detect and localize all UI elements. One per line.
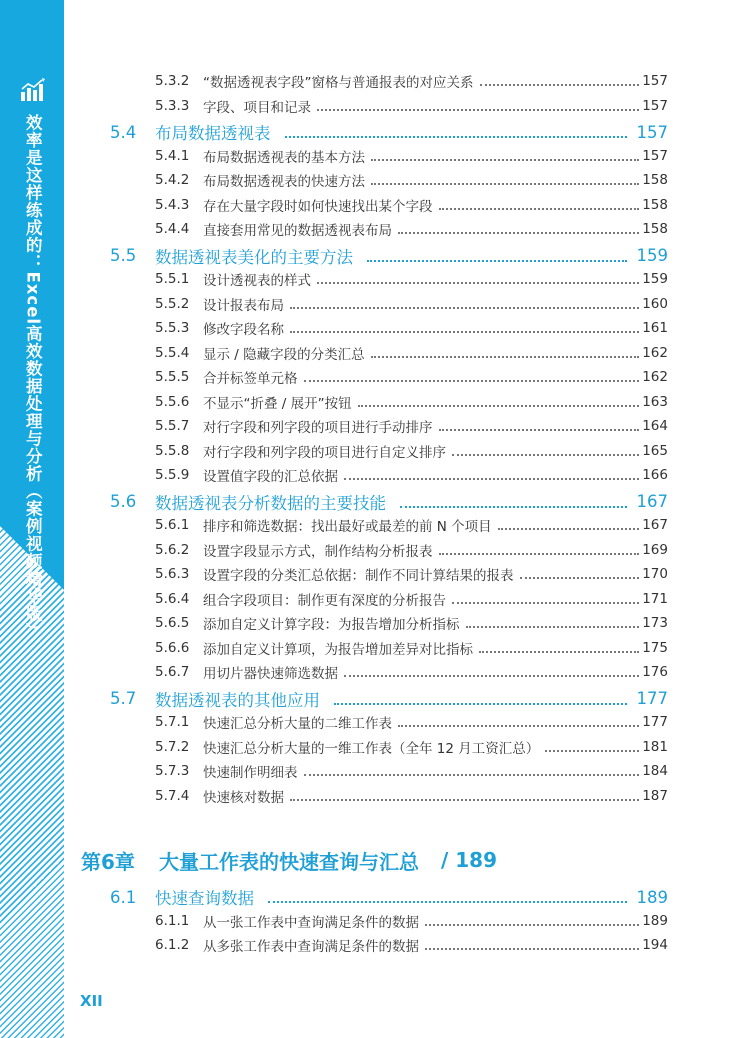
entry-title: 快速汇总分析大量的二维工作表 xyxy=(203,716,392,732)
entry-number: 5.4.1 xyxy=(155,147,190,164)
toc-subsection-entry[interactable] xyxy=(155,218,668,240)
entry-page-number: 157 xyxy=(642,73,668,89)
entry-number: 5.6.7 xyxy=(155,664,190,680)
entry-number: 6.1.2 xyxy=(155,937,190,953)
entry-title: 存在大量字段时如何快速找出某个字段 xyxy=(203,198,433,215)
toc-subsection-entry[interactable] xyxy=(155,342,668,364)
dot-leader xyxy=(425,924,639,926)
entry-title: 从多张工作表中查询满足条件的数据 xyxy=(203,939,419,955)
dot-leader xyxy=(425,948,639,950)
entry-page-number: 158 xyxy=(642,172,668,188)
dot-leader xyxy=(371,159,639,161)
entry-number: 5.3.2 xyxy=(155,73,190,89)
dot-leader xyxy=(466,626,640,628)
dot-leader xyxy=(285,136,627,138)
entry-number: 5.5.7 xyxy=(155,418,190,434)
entry-number: 5.6.2 xyxy=(155,541,190,558)
dot-leader xyxy=(334,703,627,705)
entry-title: 直接套用常见的数据透视表布局 xyxy=(203,223,392,239)
entry-page-number: 162 xyxy=(642,369,668,385)
entry-title: 显示 / 隐藏字段的分类汇总 xyxy=(203,346,365,363)
dot-leader xyxy=(545,750,639,752)
toc-subsection-entry[interactable] xyxy=(155,588,668,610)
entry-title: 数据透视表美化的主要方法 xyxy=(155,247,353,267)
entry-number: 5.7 xyxy=(110,689,137,708)
toc-subsection-entry[interactable] xyxy=(155,317,668,339)
entry-number: 5.5.9 xyxy=(155,467,190,483)
dot-leader xyxy=(371,183,639,185)
entry-number: 5.7.3 xyxy=(155,763,190,779)
entry-page-number: 175 xyxy=(642,639,668,656)
dot-leader xyxy=(439,208,640,210)
entry-page-number: 181 xyxy=(642,738,668,755)
dot-leader xyxy=(290,331,639,333)
entry-title: “数据透视表字段”窗格与普通报表的对应关系 xyxy=(203,75,474,91)
toc-subsection-entry[interactable] xyxy=(155,760,668,782)
chapter-heading[interactable] xyxy=(81,845,497,875)
entry-title: 数据透视表分析数据的主要技能 xyxy=(155,493,386,513)
entry-page-number: 159 xyxy=(642,271,668,287)
entry-page-number: 189 xyxy=(642,912,668,929)
entry-page-number: 177 xyxy=(642,714,668,730)
dot-leader xyxy=(479,651,639,653)
entry-page-number: 165 xyxy=(642,442,668,459)
entry-number: 5.6.1 xyxy=(155,517,190,533)
side-book-title: 效率是这样练成的：Excel高效数据处理与分析（案例视频精华版） xyxy=(23,114,43,641)
chapter-number: 第6章 xyxy=(81,849,135,874)
dot-leader xyxy=(290,799,639,801)
chapter-title: 大量工作表的快速查询与汇总 xyxy=(159,849,419,874)
entry-page-number: 159 xyxy=(636,246,668,265)
toc-subsection-entry[interactable] xyxy=(155,711,668,733)
entry-page-number: 157 xyxy=(636,122,668,142)
entry-page-number: 176 xyxy=(642,664,668,680)
dot-leader xyxy=(304,774,640,776)
entry-number: 5.4.4 xyxy=(155,221,190,237)
entry-title: 设置字段的分类汇总依据：制作不同计算结果的报表 xyxy=(203,568,514,584)
entry-title: 布局数据透视表的快速方法 xyxy=(203,174,365,190)
entry-page-number: 171 xyxy=(642,590,668,607)
entry-page-number: 164 xyxy=(642,418,668,434)
toc-subsection-entry[interactable] xyxy=(155,268,668,290)
dot-leader xyxy=(290,307,639,309)
toc-subsection-entry[interactable] xyxy=(155,95,668,117)
toc-subsection-entry[interactable] xyxy=(155,637,668,659)
toc-subsection-entry[interactable] xyxy=(155,194,668,216)
entry-number: 5.5.6 xyxy=(155,393,190,410)
entry-number: 5.7.1 xyxy=(155,714,190,730)
entry-number: 5.7.4 xyxy=(155,787,190,804)
toc-subsection-entry[interactable] xyxy=(155,391,668,413)
entry-title: 快速汇总分析大量的一维工作表（全年 12 月工资汇总） xyxy=(203,740,540,757)
entry-title: 对行字段和列字段的项目进行自定义排序 xyxy=(203,444,446,461)
toc-subsection-entry[interactable] xyxy=(155,169,668,191)
entry-number: 5.5.3 xyxy=(155,320,190,336)
entry-number: 5.5.5 xyxy=(155,369,190,385)
toc-section-entry[interactable] xyxy=(110,119,668,145)
entry-title: 字段、项目和记录 xyxy=(203,99,311,116)
toc-subsection-entry[interactable] xyxy=(155,293,668,315)
entry-number: 5.6.6 xyxy=(155,639,190,656)
entry-number: 5.6.3 xyxy=(155,566,190,582)
toc-section-entry[interactable] xyxy=(110,686,668,712)
entry-title: 用切片器快速筛选数据 xyxy=(203,666,338,682)
dot-leader xyxy=(439,429,640,431)
entry-page-number: 158 xyxy=(642,221,668,237)
entry-title: 合并标签单元格 xyxy=(203,371,298,387)
dot-leader xyxy=(398,232,639,234)
entry-title: 组合字段项目：制作更有深度的分析报告 xyxy=(203,592,446,609)
dot-leader xyxy=(344,675,639,677)
entry-number: 6.1.1 xyxy=(155,912,190,929)
entry-number: 5.4.2 xyxy=(155,172,190,188)
toc-subsection-entry[interactable] xyxy=(155,612,668,634)
entry-page-number: 158 xyxy=(642,196,668,213)
entry-page-number: 173 xyxy=(642,615,668,631)
entry-page-number: 169 xyxy=(642,541,668,558)
toc-subsection-entry[interactable] xyxy=(155,464,668,486)
chapter-page: / 189 xyxy=(441,848,498,872)
entry-title: 排序和筛选数据：找出最好或最差的前 N 个项目 xyxy=(203,519,492,535)
entry-title: 对行字段和列字段的项目进行手动排序 xyxy=(203,420,433,436)
entry-number: 5.4 xyxy=(110,122,137,142)
entry-page-number: 163 xyxy=(642,393,668,410)
toc-section-entry[interactable] xyxy=(110,489,668,515)
entry-title: 从一张工作表中查询满足条件的数据 xyxy=(203,914,419,931)
entry-page-number: 187 xyxy=(642,787,668,804)
toc-subsection-entry[interactable] xyxy=(155,736,668,758)
toc-subsection-entry[interactable] xyxy=(155,70,668,92)
dot-leader xyxy=(317,109,639,111)
toc-subsection-entry[interactable] xyxy=(155,366,668,388)
entry-number: 5.5.8 xyxy=(155,442,190,459)
toc-section-entry[interactable] xyxy=(110,243,668,269)
dot-leader xyxy=(268,901,627,903)
entry-title: 布局数据透视表 xyxy=(155,124,271,143)
bar-chart-icon xyxy=(20,78,46,102)
entry-title: 设计报表布局 xyxy=(203,297,284,314)
entry-title: 添加自定义计算项，为报告增加差异对比指标 xyxy=(203,641,473,658)
dot-leader xyxy=(358,405,640,407)
entry-title: 布局数据透视表的基本方法 xyxy=(203,149,365,166)
dot-leader xyxy=(398,725,639,727)
toc-subsection-entry[interactable] xyxy=(155,563,668,585)
entry-page-number: 157 xyxy=(642,147,668,164)
entry-page-number: 161 xyxy=(642,320,668,336)
dot-leader xyxy=(480,84,640,86)
dot-leader xyxy=(452,602,639,604)
toc-subsection-entry[interactable] xyxy=(155,440,668,462)
toc-subsection-entry[interactable] xyxy=(155,145,668,167)
entry-number: 5.5.1 xyxy=(155,271,190,287)
dot-leader xyxy=(371,356,640,358)
dot-leader xyxy=(317,282,639,284)
entry-number: 5.5.4 xyxy=(155,344,190,361)
dot-leader xyxy=(400,506,627,508)
entry-page-number: 189 xyxy=(636,887,668,907)
toc-subsection-entry[interactable] xyxy=(155,910,668,932)
toc-subsection-entry[interactable] xyxy=(155,514,668,536)
toc-subsection-entry[interactable] xyxy=(155,785,668,807)
entry-number: 5.5 xyxy=(110,246,137,265)
entry-number: 5.6 xyxy=(110,492,137,511)
entry-number: 5.6.4 xyxy=(155,590,190,607)
page-folio: XII xyxy=(80,992,103,1010)
dot-leader xyxy=(498,528,640,530)
entry-page-number: 160 xyxy=(642,295,668,312)
entry-page-number: 194 xyxy=(642,937,668,953)
entry-number: 6.1 xyxy=(110,887,137,907)
dot-leader xyxy=(452,454,639,456)
toc-section-entry[interactable] xyxy=(110,884,668,910)
entry-number: 5.5.2 xyxy=(155,295,190,312)
entry-title: 设置值字段的汇总依据 xyxy=(203,469,338,485)
entry-title: 修改字段名称 xyxy=(203,322,284,338)
entry-title: 添加自定义计算字段：为报告增加分析指标 xyxy=(203,617,460,633)
entry-title: 数据透视表的其他应用 xyxy=(155,690,320,710)
entry-number: 5.4.3 xyxy=(155,196,190,213)
toc-subsection-entry[interactable] xyxy=(155,539,668,561)
side-band xyxy=(0,0,64,1038)
dot-leader xyxy=(367,260,627,262)
entry-page-number: 170 xyxy=(642,566,668,582)
entry-title: 设置字段显示方式，制作结构分析报表 xyxy=(203,543,433,560)
entry-title: 快速制作明细表 xyxy=(203,765,298,781)
entry-page-number: 166 xyxy=(642,467,668,483)
entry-page-number: 157 xyxy=(642,97,668,114)
dot-leader xyxy=(304,380,640,382)
entry-title: 快速查询数据 xyxy=(155,889,254,908)
entry-page-number: 167 xyxy=(636,492,668,511)
toc-subsection-entry[interactable] xyxy=(155,661,668,683)
entry-page-number: 177 xyxy=(636,689,668,708)
entry-title: 不显示“折叠 / 展开”按钮 xyxy=(203,395,352,412)
entry-number: 5.3.3 xyxy=(155,97,190,114)
toc-subsection-entry[interactable] xyxy=(155,415,668,437)
entry-page-number: 184 xyxy=(642,763,668,779)
entry-page-number: 167 xyxy=(642,517,668,533)
dot-leader xyxy=(520,577,640,579)
toc-subsection-entry[interactable] xyxy=(155,934,668,956)
entry-title: 快速核对数据 xyxy=(203,789,284,806)
dot-leader xyxy=(344,478,639,480)
entry-number: 5.6.5 xyxy=(155,615,190,631)
entry-page-number: 162 xyxy=(642,344,668,361)
entry-title: 设计透视表的样式 xyxy=(203,273,311,289)
entry-number: 5.7.2 xyxy=(155,738,190,755)
dot-leader xyxy=(439,553,640,555)
